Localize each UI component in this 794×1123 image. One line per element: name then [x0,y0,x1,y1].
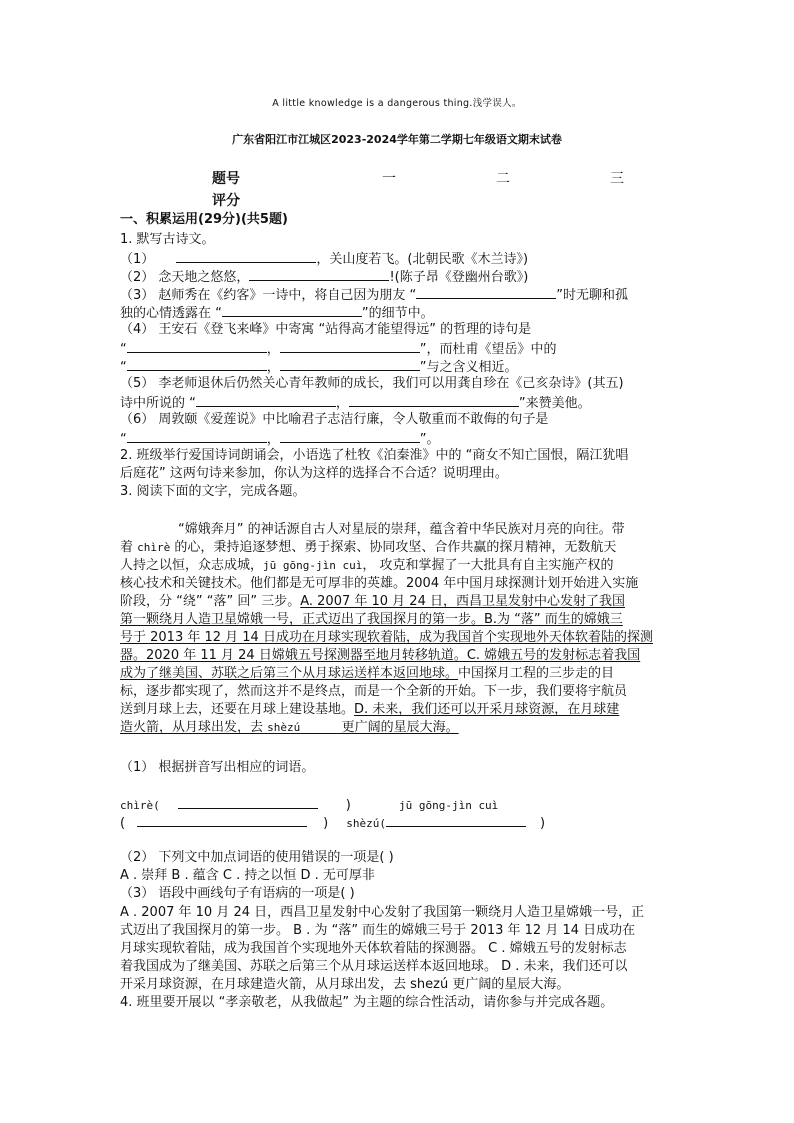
passage-line [120,701,619,719]
pinyin: jū gōng-jìn cuì [263,559,363,572]
pinyin: chìrè [137,541,171,554]
q1-item-4-cont [120,339,557,359]
item-number: （1） [120,252,155,267]
underlined-sentence: 第一颗绕月人造卫星嫦娥一号，正式迈出了我国探月的第一步。B.为 “落” 而生的嫦娥三 [120,612,623,627]
score-table-col-3: 三 [610,171,624,187]
sub-question-2-stem: （2） 下列文中加点词语的使用错误的一项是( ) [120,850,394,865]
quote-mark: “ [120,342,127,357]
passage-text: 人持之以恒，众志成城， [120,558,264,573]
sub-question-3-option-line: 开采月球资源，在月球建造火箭，从月球出发，去 shezú 更广阔的星辰大海。 [120,977,570,992]
paren: ) [540,816,546,831]
answer-blank[interactable] [280,357,420,371]
score-table-col-1: 一 [382,171,396,187]
passage-line [120,557,614,575]
underlined-sentence: 号于 2013 年 12 月 14 日成功在月球实现软着陆，成为我国首个实现地外天体软着陆的探测 [120,630,653,645]
comma: ， [335,396,349,411]
item-number: （5） [120,376,155,391]
question-1-stem: 1. 默写古诗文。 [120,232,215,247]
answer-blank[interactable] [280,339,420,353]
underlined-sentence: D. 未来，我们还可以开采月球资源，在月球建 [354,702,620,717]
q1-item-5-cont [120,393,591,413]
q1-item-3 [120,285,628,305]
item-tail: ”与之含义相近。 [419,360,518,375]
passage-text: 着 [120,540,138,555]
quote-mark: “ [120,432,127,447]
motto: A little knowledge is a dangerous thing.浅学误人。 [272,98,522,109]
item-text: 诗中所说的 “ [120,396,196,411]
question-2-line-2: 后庭花” 这两句诗来参加，你认为这样的选择合不合适？说明理由。 [120,466,508,481]
paren: ) [323,816,329,831]
passage-line [120,665,614,683]
q1-item-3-cont [120,303,434,323]
item-text: 念天地之悠悠， [158,270,250,285]
item-number: （3） [120,288,155,303]
underlined-sentence [120,719,459,737]
exam-title: 广东省阳江市江城区2023-2024学年第二学期七年级语文期末试卷 [232,133,562,146]
item-tail: ”来赞美他。 [518,396,591,411]
sub-question-3-option-line: 月球实现软着陆，成为我国首个实现地外天体软着陆的探测器。 C . 嫦娥五号的发射标志 [120,941,627,956]
pinyin-answer-row-2 [120,813,545,833]
item-number: （4） [120,322,155,337]
sub-question-3-option-line: A . 2007 年 10 月 24 日，西昌卫星发射中心发射了我国第一颗绕月人造卫星嫦娥一号，正 [120,905,645,920]
quote-mark: “ [120,360,127,375]
passage-text: 送到月球上去，还要在月球上建设基地。 [120,702,355,717]
item-text: 王安石《登飞来峰》中寄寓 “站得高才能望得远” 的哲理的诗句是 [158,322,532,337]
pinyin-label: chìrè( [120,799,160,812]
passage-text: 的心，秉持追逐梦想、勇于探索、协同攻坚、合作共赢的探月精神，无数航天 [170,540,617,555]
answer-blank[interactable] [178,795,318,809]
item-tail: ”时无聊和孤 [556,288,629,303]
answer-blank[interactable] [196,393,336,407]
answer-blank[interactable] [127,429,267,443]
pinyin: shèzú [267,721,301,734]
passage-line: 标，逐步都实现了，然而这并不是终点，而是一个全新的开始。下一步，我们要将宇航员 [120,684,628,699]
passage-line [120,539,616,557]
item-text: 赵师秀在《约客》一诗中，将自己因为朋友 “ [158,288,417,303]
question-3-stem: 3. 阅读下面的文字，完成各题。 [120,484,306,499]
passage-text: 中国探月工程的三步走的目 [458,666,615,681]
sub-question-3-option-line: 式迈出了我国探月的第一步。 B . 为 “落” 而生的嫦娥三号于 2013 年 12 月 14 日成功在 [120,923,636,938]
section-heading: 一、积累运用(29分)(共5题) [120,212,288,227]
question-2-line-1: 2. 班级举行爱国诗词朗诵会，小语选了杜牧《泊秦淮》中的 “商女不知亡国恨，隔江犹唱 [120,448,629,463]
q1-item-4-cont-2 [120,357,518,377]
passage-line: “嫦娥奔月” 的神话源自古人对星辰的崇拜，蕴含着中华民族对月亮的向往。带 [178,522,625,537]
question-4-line: 4. 班里要开展以 “孝亲敬老，从我做起” 为主题的综合性活动，请你参与并完成各题。 [120,995,614,1010]
sub-question-3-stem: （3） 语段中画线句子有语病的一项是( ) [120,886,355,901]
item-tail: ”的细节中。 [361,306,434,321]
item-text: 周敦颐《爱莲说》中比喻君子志洁行廉，令人敬重而不敢侮的句子是 [158,412,549,427]
passage-line: 核心技术和关键技术。他们都是无可厚非的英雄。2004 年中国月球探测计划开始进入实施 [120,576,639,591]
answer-blank[interactable] [137,813,307,827]
pinyin-label: jū gōng-jìn cuì [398,799,499,812]
answer-blank[interactable] [280,429,420,443]
q1-item-5 [120,375,624,393]
item-number: （6） [120,412,155,427]
passage-text: 更广阔的星辰大海。 [300,720,459,735]
answer-blank[interactable] [416,285,556,299]
pinyin-answer-row-1 [120,795,498,815]
answer-blank[interactable] [249,267,389,281]
answer-blank[interactable] [176,249,316,263]
underlined-sentence: 器。2020 年 11 月 24 日嫦娥五号探测器至地月转移轨道。C. 嫦娥五号的发射标志着我国 [120,648,641,663]
passage-line [120,593,625,611]
score-table-col-2: 二 [496,171,510,187]
pinyin-label: shèzú( [346,817,387,830]
answer-blank[interactable] [349,393,519,407]
sub-question-1-stem: （1） 根据拼音写出相应的词语。 [120,760,315,775]
comma: ， [266,342,280,357]
passage-text: ， 攻克和掌握了一大批具有自主实施产权的 [362,558,614,573]
passage-text: 造火箭，从月球出发，去 [120,720,268,735]
answer-blank[interactable] [222,303,362,317]
score-table-row-label: 题号 [212,171,240,187]
q1-item-2 [120,267,528,287]
item-number: （2） [120,270,155,285]
item-tail: ”，而杜甫《望岳》中的 [419,342,557,357]
q1-item-6-cont [120,429,440,449]
answer-blank[interactable] [127,339,267,353]
q1-item-6 [120,411,548,429]
item-text: 李老师退休后仍然关心青年教师的成长，我们可以用龚自珍在《己亥杂诗》(其五) [158,376,624,391]
sub-question-3-option-line: 着我国成为了继美国、苏联之后第三个从月球运送样本返回地球。 D . 未来，我们还可以 [120,959,628,974]
q1-item-4 [120,321,531,339]
passage-text: 阶段，分 “绕” “落” 回” 三步。 [120,594,301,609]
answer-blank[interactable] [127,357,267,371]
answer-blank[interactable] [386,813,526,827]
item-tail: !(陈子昂《登幽州台歌》) [389,270,529,285]
underlined-sentence: 成为了继美国、苏联之后第三个从月球运送样本返回地球。 [120,666,459,681]
q1-item-1 [120,249,528,269]
comma: ， [266,432,280,447]
paren: ( [120,816,126,831]
comma: ， [266,360,280,375]
item-tail: ”。 [419,432,440,447]
paren: ) [345,798,351,813]
item-tail: ，关山度若飞。(北朝民歌《木兰诗》) [316,252,529,267]
item-text: 独的心情透露在 “ [120,306,222,321]
underlined-sentence: A. 2007 年 10 月 24 日，西昌卫星发射中心发射了我国 [300,594,625,609]
sub-question-2-options: A . 崇拜 B . 蕴含 C . 持之以恒 D . 无可厚非 [120,868,375,883]
score-table-score-label: 评分 [212,193,240,209]
